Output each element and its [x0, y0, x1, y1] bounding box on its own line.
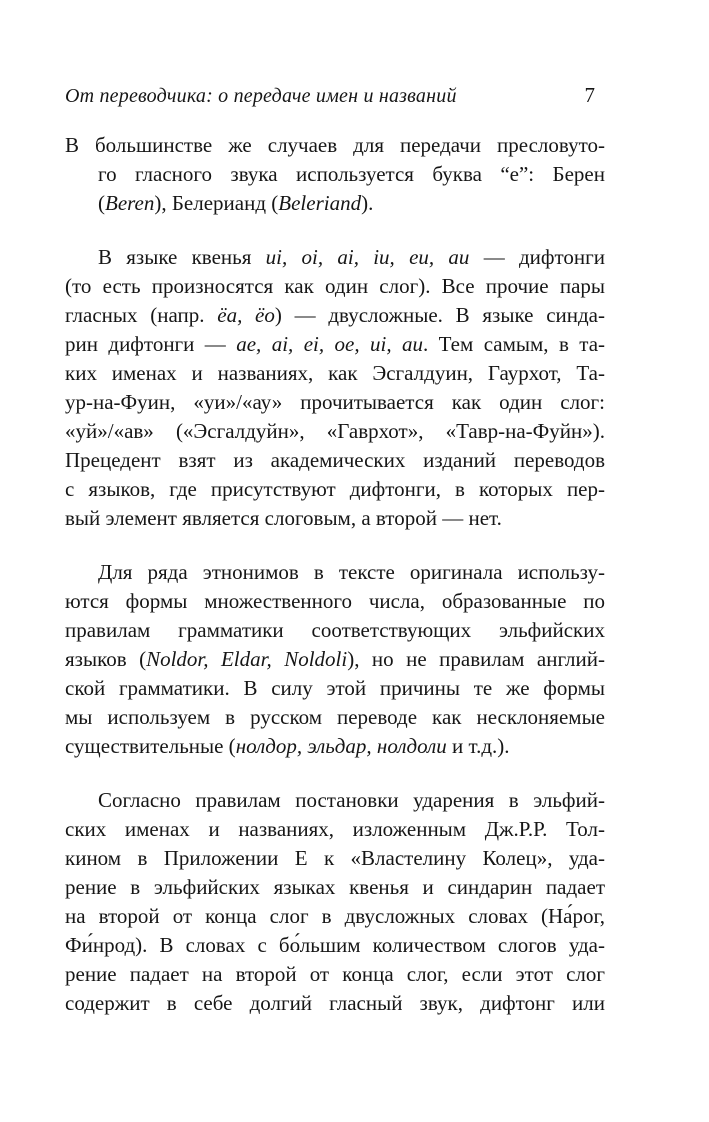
text-segment: ), но не правилам англий- [347, 647, 605, 671]
text-segment: ). [361, 191, 374, 215]
text-block [65, 131, 605, 1018]
text-segment: ) — двусложные. В языке синда- [274, 303, 605, 327]
text-segment: (то есть произносятся как один слог). Все прочие пары [65, 274, 605, 298]
text-segment: на второй от конца слог в двусложных словах (На́рог, [65, 904, 605, 928]
text-segment: рение в эльфийских языках квенья и синдарин падает [65, 875, 605, 899]
text-segment: ются формы множественного числа, образованные по [65, 589, 605, 613]
text-line [65, 931, 605, 960]
text-segment: го гласного звука используется буква “е”: Берен [98, 162, 605, 186]
text-segment: «уй»/«ав» («Эсгалдуйн», «Гаврхот», «Тавр-на-Фуйн»). [65, 419, 605, 443]
text-segment: гласных (напр. [65, 303, 218, 327]
italic-text-segment: ae, ai, ei, oe, ui, au [236, 332, 423, 356]
text-line [65, 960, 605, 989]
text-line [65, 504, 605, 533]
text-line [65, 475, 605, 504]
text-line [65, 446, 605, 475]
text-segment: и т.д.). [446, 734, 510, 758]
text-line [65, 844, 605, 873]
text-line [65, 272, 605, 301]
text-line [65, 243, 605, 272]
text-segment: рение падает на второй от конца слог, если этот слог [65, 962, 605, 986]
text-segment: — дифтонги [469, 245, 605, 269]
text-line [65, 330, 605, 359]
text-segment: ), Белерианд ( [154, 191, 279, 215]
paragraph [65, 131, 605, 218]
text-line [65, 131, 605, 160]
text-line [65, 645, 605, 674]
text-line [65, 616, 605, 645]
text-segment: вый элемент является слоговым, а второй — нет. [65, 506, 502, 530]
running-header-title: От переводчика: о передаче имен и названий [65, 85, 457, 107]
text-line [65, 417, 605, 446]
text-line [65, 732, 605, 761]
paragraph [65, 243, 605, 533]
italic-text-segment: Noldor, Eldar, Noldoli [146, 647, 348, 671]
text-segment: . Тем самым, в та- [423, 332, 606, 356]
italic-text-segment: нолдор, эльдар, нолдоли [235, 734, 447, 758]
italic-text-segment: ëa, ëo [217, 303, 275, 327]
text-segment: В языке квенья [98, 245, 266, 269]
text-segment: языков ( [65, 647, 147, 671]
italic-text-segment: ui, oi, ai, iu, eu, au [265, 245, 470, 269]
text-line [65, 873, 605, 902]
text-line [65, 674, 605, 703]
text-segment: ( [98, 191, 105, 215]
text-segment: ских именах и названиях, изложенным Дж.Р.Р. Тол- [65, 817, 605, 841]
text-segment: ких именах и названиях, как Эсгалдуин, Гаурхот, Та- [65, 361, 605, 385]
text-segment: ур-на-Фуин, «уи»/«ау» прочитывается как один слог: [65, 390, 605, 414]
page-number: 7 [584, 83, 595, 107]
paragraph [65, 786, 605, 1018]
text-segment: ской грамматики. В силу этой причины те же формы [65, 676, 605, 700]
text-line [65, 189, 605, 218]
text-segment: правилам грамматики соответствующих эльфийских [65, 618, 605, 642]
text-line [65, 587, 605, 616]
text-segment: содержит в себе долгий гласный звук, дифтонг или [65, 991, 605, 1015]
text-segment: Для ряда этнонимов в тексте оригинала использу- [98, 560, 605, 584]
italic-text-segment: Beleriand [278, 191, 362, 215]
running-header [65, 83, 605, 108]
text-line [65, 786, 605, 815]
text-line [65, 558, 605, 587]
paragraph [65, 558, 605, 761]
text-line [65, 388, 605, 417]
italic-text-segment: Beren [105, 191, 155, 215]
text-line [65, 359, 605, 388]
text-segment: Согласно правилам постановки ударения в эльфий- [98, 788, 605, 812]
text-segment: рин дифтонги — [65, 332, 237, 356]
text-line [65, 301, 605, 330]
text-segment: Прецедент взят из академических изданий переводов [65, 448, 605, 472]
text-line [65, 703, 605, 732]
text-segment: Фи́нрод). В словах с бо́льшим количеством слогов уда- [65, 933, 605, 957]
text-segment: В большинстве же случаев для передачи пресловуто- [65, 133, 605, 157]
text-segment: кином в Приложении Е к «Властелину Колец», уда- [65, 846, 605, 870]
text-line [65, 989, 605, 1018]
text-segment: существительные ( [65, 734, 236, 758]
text-line [65, 902, 605, 931]
text-segment: с языков, где присутствуют дифтонги, в которых пер- [65, 477, 605, 501]
text-line [65, 160, 605, 189]
text-segment: мы используем в русском переводе как несклоняемые [65, 705, 605, 729]
text-line [65, 815, 605, 844]
